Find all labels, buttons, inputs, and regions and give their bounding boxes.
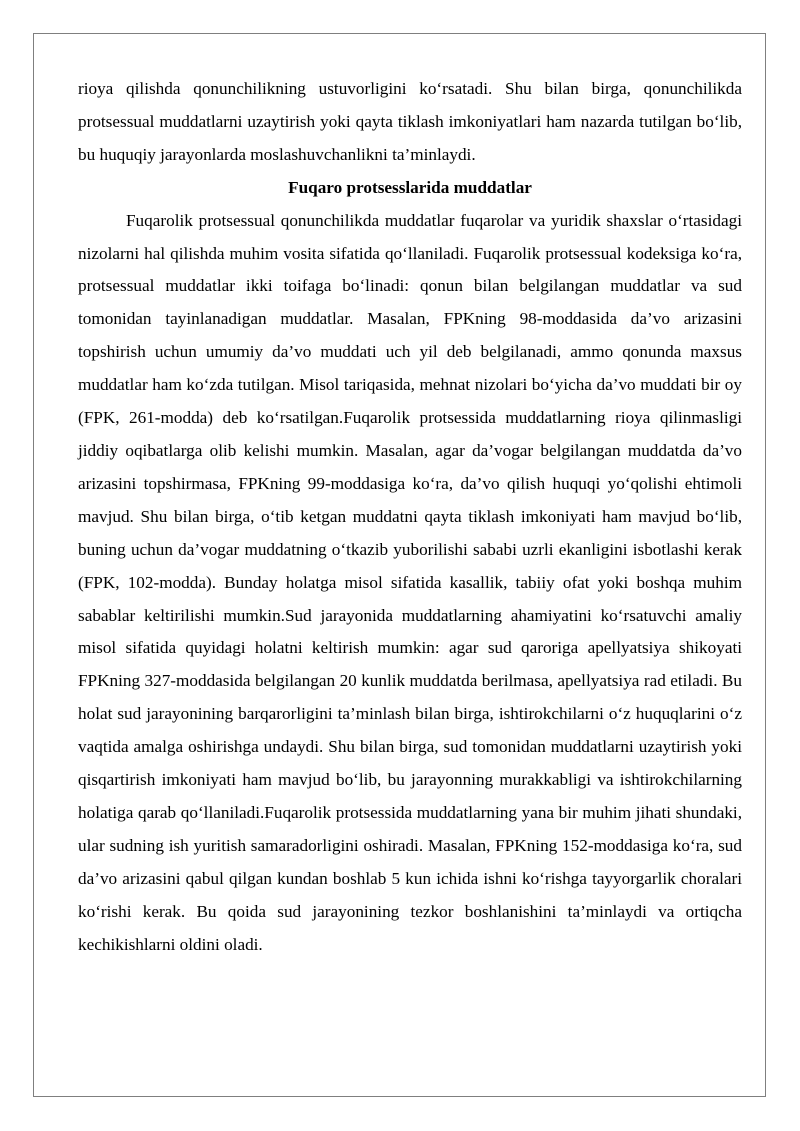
document-body (78, 73, 742, 961)
section-heading: Fuqaro protsesslarida muddatlar (288, 177, 532, 197)
body-paragraph: Fuqarolik protsessual qonunchilikda muddatlar fuqarolar va yuridik shaxslar o‘rtasidagi nizolarni hal qilishda muhim vosita sifatida qo‘llaniladi. Fuqarolik protsessual kodeksiga ko‘ra, protsessual muddatlar ikki toifaga bo‘linadi: qonun bilan belgilangan muddatlar va sud tomonidan tayinlanadigan muddatlar. Masalan, FPKning 98-moddasida da’vo arizasini topshirish uchun umumiy da’vo muddati uch yil deb belgilanadi, ammo qonunda maxsus muddatlar ham ko‘zda tutilgan. Misol tariqasida, mehnat nizolari bo‘yicha da’vo muddati bir oy (FPK, 261-modda) deb ko‘rsatilgan.Fuqarolik protsessida muddatlarning rioya qilinmasligi jiddiy oqibatlarga olib kelishi mumkin. Masalan, agar da’vogar belgilangan muddatda da’vo arizasini topshirmasa, FPKning 99-moddasiga ko‘ra, da’vo qilish huquqi yo‘qolishi ehtimoli mavjud. Shu bilan birga, o‘tib ketgan muddatni qayta tiklash imkoniyati ham mavjud bo‘lib, buning uchun da’vogar muddatning o‘tkazib yuborilishi sababi uzrli ekanligini isbotlashi kerak (FPK, 102-modda). Bunday holatga misol sifatida kasallik, tabiiy ofat yoki boshqa muhim sabablar keltirilishi mumkin.Sud jarayonida muddatlarning ahamiyatini ko‘rsatuvchi amaliy misol sifatida quyidagi holatni keltirish mumkin: agar sud qaroriga apellyatsiya shikoyati FPKning 327-moddasida belgilangan 20 kunlik muddatda berilmasa, apellyatsiya rad etiladi. Bu holat sud jarayonining barqarorligini ta’minlash bilan birga, ishtirokchilarni o‘z huquqlarini o‘z vaqtida amalga oshirishga undaydi. Shu bilan birga, sud tomonidan muddatlarni uzaytirish yoki qisqartirish imkoniyati ham mavjud bo‘lib, bu jarayonning murakkabligi va ishtirokchilarning holatiga qarab qo‘llaniladi.Fuqarolik protsessida muddatlarning yana bir muhim jihati shundaki, ular sudning ish yuritish samaradorligini oshiradi. Masalan, FPKning 152-moddasiga ko‘ra, sud da’vo arizasini qabul qilgan kundan boshlab 5 kun ichida ishni ko‘rishga tayyorgarlik choralari ko‘rishi kerak. Bu qoida sud jarayonining tezkor boshlanishini ta’minlaydi va ortiqcha kechikishlarni oldini oladi. (78, 210, 742, 954)
intro-paragraph: rioya qilishda qonunchilikning ustuvorligini ko‘rsatadi. Shu bilan birga, qonunchilikda protsessual muddatlarni uzaytirish yoki qayta tiklash imkoniyatlari ham nazarda tutilgan bo‘lib, bu huquqiy jarayonlarda moslashuvchanlikni ta’minlaydi. (78, 79, 742, 164)
